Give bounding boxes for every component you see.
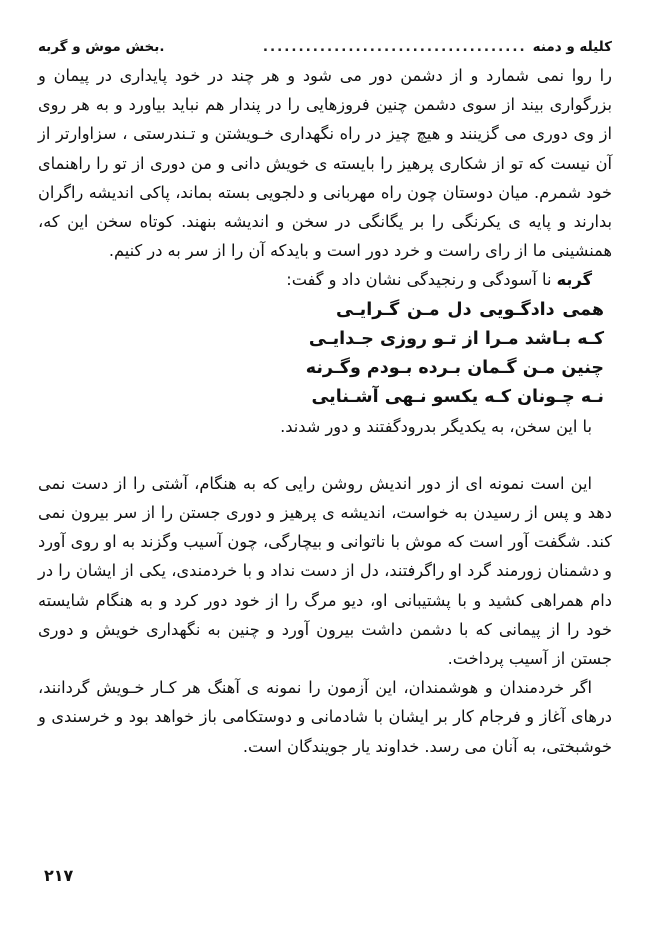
running-head-dot-leader: ..................................... bbox=[262, 39, 527, 55]
running-head-section-title: .بخش موش و گربه bbox=[38, 39, 165, 55]
closing-line: با این سخن، به یکدیگر بدرودگفتند و دور شدند. bbox=[280, 416, 592, 436]
paragraph-2: این است نمونه ای از دور اندیش روشن رایی که به هنگام، آشتی را از دست نمی دهد و پس از رسیدن به خواست، اندیشه ی پرهیز و دوری جستن را از سر بیرون نمی کند. شگفت آور است که موش با ناتوانی و بیچارگی، چون آسیب وگزند به او روی آورد و دشمنان زورمند گرد او راگرفتند، دل از دست نداد و با خردمندی، یکی از ایشان را در دام همراهی کشید و با پشتیبانی او، دیو مرگ را از خود دور کرد و به هنگام شایسته خود را از پیمانی که با دشمن داشت بیرون آورد و چنین به نگهداری خویش و دوری جستن از آسیب پرداخت. bbox=[38, 473, 612, 669]
verse-line-3: چنین مـن گـمان بـرده بـودم وگـرنه bbox=[305, 357, 604, 378]
verse-line-2: کـه بـاشد مـرا از تـو روزی جـدایـی bbox=[308, 328, 604, 349]
speaker-name: گربه bbox=[556, 270, 592, 290]
paragraph-1: را روا نمی شمارد و از دشمن دور می شود و هر چند در خود پایداری در پیمان و بزرگواری بیند از سوی دشمن چنین فروزهایی را در پندار هم نباید بیاورد و به هر روی از وی دوری می گزینند و هیچ چیز در راه نگهداری خـویشتن و تـندرستی ، سزاوارتر از آن نیست که تو از شکاری پرهیز را بایسته ی خویش دانی و من دوری از تو را راهنمای خود شمرم. میان دوستان چون راه مهربانی و دلجویی بسته بماند، پاکی اندیشه راگران بدارند و پایه ی یکرنگی را بر یگانگی در سخن و اندیشه بنهند. کوتاه سخن این که، همنشینی ما از رای راست و خرد دور است و بایدکه آن را از سر به در کنیم. bbox=[38, 66, 612, 261]
running-head bbox=[38, 38, 612, 56]
verse-intro-line bbox=[38, 265, 612, 294]
verse-intro-text: نا آسودگی و رنجیدگی نشان داد و گفت: bbox=[286, 270, 557, 290]
verse-block bbox=[305, 296, 612, 412]
paragraph-3: اگر خردمندان و هوشمندان، این آزمون را نمونه ی آهنگ هر کـار خـویش گردانند، درهای آغاز و فرجام کار بر ایشان با شادمانی و دوستکامی باز خواهد بود و خرسندی و خوشبختی، به آنان می رسد. خداوند یار جویندگان است. bbox=[38, 678, 612, 756]
verse-line-4: نـه چـونان کـه یکسو نـهی آشـنایی bbox=[311, 386, 604, 407]
verse-line-1: همی دادگـویی دل مـن گـرایـی bbox=[336, 299, 604, 320]
page-number: ۲۱۷ bbox=[44, 866, 74, 885]
running-head-book-title: کلیله و دمنه bbox=[532, 39, 612, 55]
